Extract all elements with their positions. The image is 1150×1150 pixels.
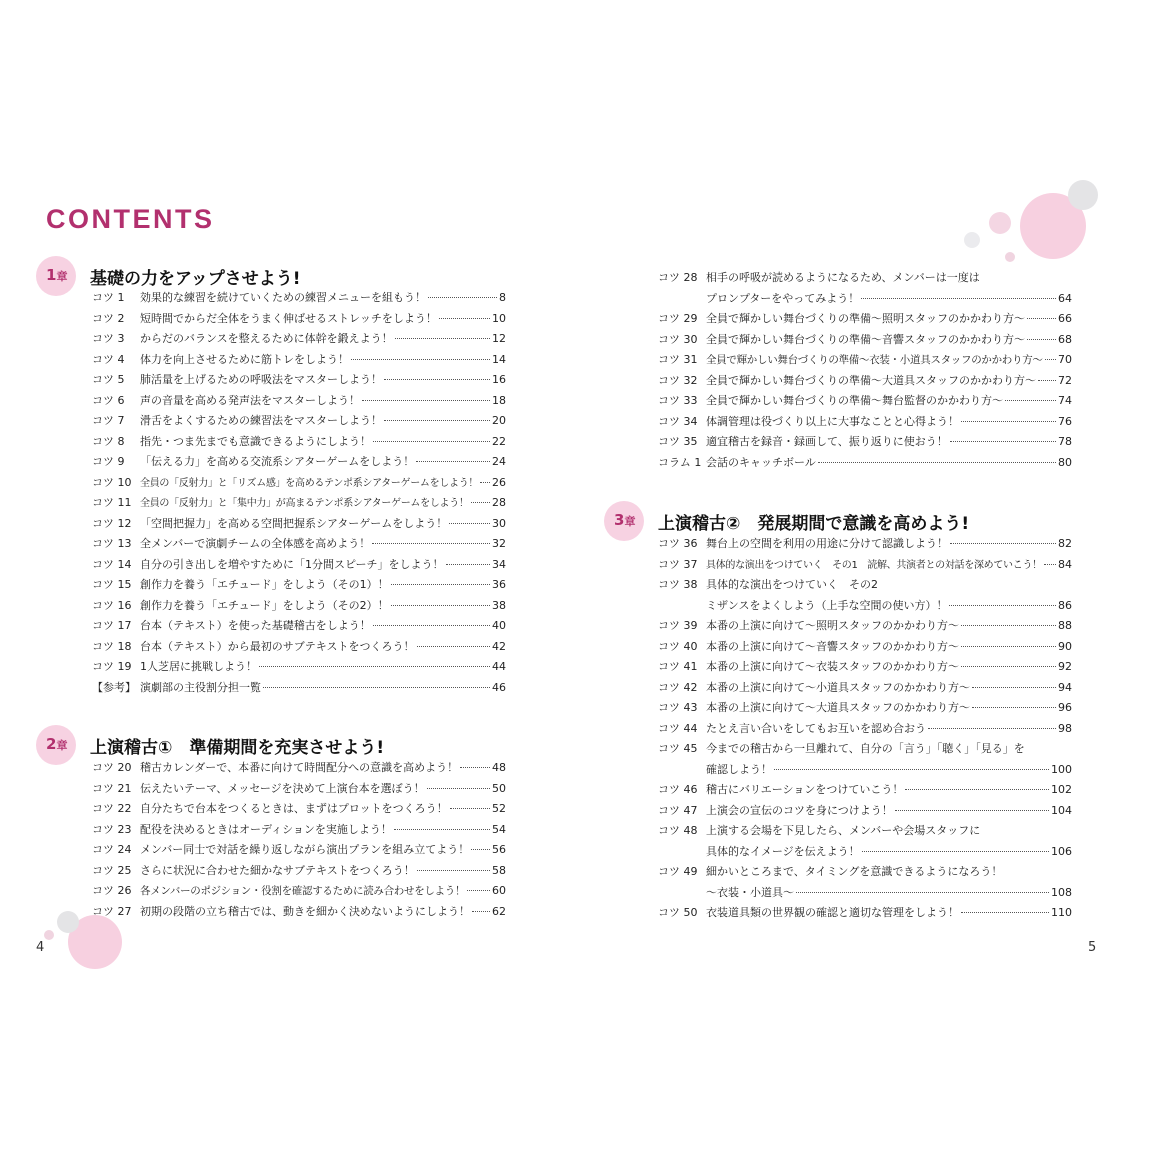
toc-entry-page: 58 (492, 863, 506, 877)
toc-entry-number: コツ 11 (92, 496, 132, 509)
toc-entry-number: コツ 26 (92, 884, 132, 897)
toc-entry-title: 稽古カレンダーで、本番に向けて時間配分への意識を高めよう！ (140, 761, 459, 774)
dot-leader (480, 482, 490, 483)
toc-entry-title: 〜衣装・小道具〜 (706, 885, 794, 899)
toc-entry-title: 配役を決めるときはオーディションを実施しよう！ (140, 822, 392, 836)
toc-entry (658, 638, 1072, 659)
toc-entry-number: コツ 37 (658, 557, 698, 571)
toc-entry-page: 50 (492, 781, 506, 795)
toc-entry (658, 597, 1072, 618)
toc-entry (92, 658, 506, 679)
toc-entry-title: 具体的なイメージを伝えよう！ (706, 844, 860, 858)
decorative-circle (964, 232, 980, 248)
toc-entry-number: コツ 6 (92, 393, 125, 407)
toc-entry (92, 392, 506, 413)
toc-entry (92, 597, 506, 618)
dot-leader (895, 810, 1049, 811)
toc-entry-page: 64 (1058, 291, 1072, 305)
toc-entry (658, 843, 1072, 864)
dot-leader (394, 829, 490, 830)
toc-entry (658, 904, 1072, 925)
toc-entry-number: コツ 40 (658, 639, 698, 653)
toc-entry-title: 伝えたいテーマ、メッセージを決めて上演台本を選ぼう！ (140, 781, 425, 795)
toc-entry-number: コツ 31 (658, 353, 698, 366)
toc-entry-page: 108 (1051, 885, 1072, 899)
toc-entry-number: コツ 35 (658, 435, 698, 448)
dot-leader (861, 298, 1056, 299)
toc-entry-page: 8 (499, 291, 506, 304)
toc-entry-page: 106 (1051, 844, 1072, 858)
toc-entry-number: コツ 30 (658, 332, 698, 346)
toc-entry-number: コツ 13 (92, 537, 132, 550)
toc-entry-page: 70 (1058, 353, 1072, 366)
toc-entry-number: コツ 22 (92, 802, 132, 815)
toc-entry-page: 14 (492, 352, 506, 366)
toc-entry-number: 【参考】 (92, 680, 136, 694)
toc-entry-page: 46 (492, 680, 506, 694)
toc-entry-page: 52 (492, 802, 506, 815)
toc-entry (92, 433, 506, 454)
dot-leader (774, 769, 1049, 770)
dot-leader (471, 502, 490, 503)
dot-leader (471, 849, 490, 850)
toc-entry-page: 104 (1051, 803, 1072, 817)
dot-leader (961, 646, 1056, 647)
toc-entry (92, 576, 506, 597)
toc-entry (92, 535, 506, 556)
toc-entry-number: コツ 29 (658, 312, 698, 325)
toc-entry-page: 66 (1058, 312, 1072, 325)
toc-entry (658, 413, 1072, 434)
dot-leader (862, 851, 1049, 852)
dot-leader (373, 441, 490, 442)
toc-entry (658, 535, 1072, 556)
toc-entry (658, 699, 1072, 720)
toc-entry-title: プロンプターをやってみよう！ (706, 291, 860, 305)
dot-leader (818, 462, 1056, 463)
toc-entry (92, 556, 506, 577)
page-number-right: 5 (1088, 940, 1097, 955)
chapter-2-toc-continued (658, 269, 1072, 474)
toc-entry-page: 110 (1051, 906, 1072, 919)
toc-entry-number: コツ 46 (658, 783, 698, 796)
toc-entry-title: 各メンバーのポジション・役割を確認するために読み合わせをしよう！ (140, 885, 466, 897)
toc-entry-number: コツ 42 (658, 680, 698, 694)
toc-entry-number: コツ 7 (92, 414, 125, 427)
toc-entry-number: コツ 28 (658, 271, 698, 284)
dot-leader (450, 808, 490, 809)
toc-entry-number: コツ 23 (92, 822, 132, 836)
toc-entry-number: コツ 21 (92, 781, 132, 795)
toc-entry-number: コツ 43 (658, 701, 698, 714)
toc-entry (658, 576, 1072, 597)
dot-leader (384, 379, 490, 380)
contents-heading: CONTENTS (46, 204, 215, 234)
toc-entry-title: からだのバランスを整えるために体幹を鍛えよう！ (140, 332, 393, 345)
chapter-title: 上演稽古② 発展期間で意識を高めよう! (658, 514, 970, 534)
toc-entry-page: 20 (492, 414, 506, 427)
toc-entry-number: コツ 20 (92, 761, 132, 774)
toc-entry-title: 全員で輝かしい舞台づくりの準備〜音響スタッフのかかわり方〜 (706, 332, 1025, 346)
dot-leader (391, 605, 490, 606)
toc-entry-title: 全員の「反射力」と「集中力」が高まるテンポ系シアターゲームをしよう！ (140, 498, 469, 509)
decorative-circle (57, 911, 79, 933)
toc-entry-number: コツ 4 (92, 352, 125, 366)
toc-entry-page: 76 (1058, 414, 1072, 428)
toc-entry-page: 18 (492, 393, 506, 407)
toc-entry-number: コラム 1 (658, 455, 702, 469)
toc-entry (658, 433, 1072, 454)
toc-entry (92, 800, 506, 821)
toc-entry (658, 740, 1072, 761)
dot-leader (1005, 400, 1056, 401)
toc-entry-title: 全員の「反射力」と「リズム感」を高めるテンポ系シアターゲームをしよう！ (140, 477, 479, 489)
toc-entry-title: 自分の引き出しを増やすために「1分間スピーチ」をしよう！ (140, 557, 444, 571)
dot-leader (961, 666, 1056, 667)
dot-leader (928, 728, 1056, 729)
toc-entry-title: 全員で輝かしい舞台づくりの準備〜大道具スタッフのかかわり方〜 (706, 373, 1036, 387)
toc-entry (92, 841, 506, 862)
toc-entry-title: 今までの稽古から一旦離れて、自分の「言う」「聴く」「見る」を (706, 742, 1025, 755)
toc-entry-title: 体力を向上させるために筋トレをしよう！ (140, 352, 349, 366)
dot-leader (259, 666, 490, 667)
dot-leader (460, 767, 490, 768)
toc-entry (92, 759, 506, 780)
toc-entry-title: 全員で輝かしい舞台づくりの準備〜衣装・小道具スタッフのかかわり方〜 (706, 354, 1043, 366)
toc-entry (92, 638, 506, 659)
toc-entry (658, 617, 1072, 638)
toc-entry-number: コツ 9 (92, 455, 125, 468)
toc-entry-title: さらに状況に合わせた細かなサブテキストをつくろう！ (140, 863, 415, 877)
toc-entry (92, 617, 506, 638)
toc-entry-page: 80 (1058, 455, 1072, 469)
toc-entry-title: 1人芝居に挑戦しよう！ (140, 660, 257, 673)
toc-entry-page: 30 (492, 516, 506, 530)
toc-entry-page: 92 (1058, 660, 1072, 673)
toc-entry-page: 74 (1058, 394, 1072, 407)
toc-entry-page: 42 (492, 639, 506, 653)
toc-entry-title: 「空間把握力」を高める空間把握系シアターゲームをしよう！ (140, 516, 448, 530)
toc-entry-title: 全メンバーで演劇チームの全体感を高めよう！ (140, 537, 371, 550)
toc-entry-page: 68 (1058, 332, 1072, 346)
toc-entry-title: たとえ言い合いをしてもお互いを認め合おう (706, 721, 926, 735)
toc-entry (92, 882, 506, 903)
toc-entry (92, 862, 506, 883)
dot-leader (972, 687, 1056, 688)
toc-entry (658, 454, 1072, 475)
chapter-title: 上演稽古① 準備期間を充実させよう! (90, 738, 385, 758)
chapter-2-toc (92, 759, 506, 923)
toc-entry (658, 884, 1072, 905)
dot-leader (417, 646, 490, 647)
dot-leader (372, 543, 490, 544)
toc-entry (92, 780, 506, 801)
dot-leader (449, 523, 490, 524)
toc-entry-page: 60 (492, 884, 506, 897)
decorative-circle (44, 930, 54, 940)
toc-entry-number: コツ 3 (92, 332, 125, 345)
page-number-left: 4 (36, 940, 45, 955)
dot-leader (961, 625, 1056, 626)
toc-entry-number: コツ 8 (92, 434, 125, 448)
dot-leader (1045, 359, 1056, 360)
toc-entry-title: 効果的な練習を続けていくための練習メニューを組もう！ (140, 291, 426, 304)
toc-entry-title: 創作力を養う「エチュード」をしよう（その1）！ (140, 578, 389, 591)
toc-entry-title: 衣装道具類の世界観の確認と適切な管理をしよう！ (706, 906, 959, 919)
toc-entry-title: 全員で輝かしい舞台づくりの準備〜照明スタッフのかかわり方〜 (706, 312, 1025, 325)
dot-leader (950, 543, 1056, 544)
toc-entry (92, 474, 506, 495)
toc-entry-page: 88 (1058, 619, 1072, 632)
toc-entry-title: 具体的な演出をつけていく その1 読解、共演者との対話を深めていこう！ (706, 559, 1042, 571)
toc-entry-title: 適宜稽古を録音・録画して、振り返りに使おう！ (706, 435, 948, 448)
chapter-number: 1章 (46, 266, 68, 284)
toc-entry-number: コツ 45 (658, 742, 698, 755)
toc-entry (658, 556, 1072, 577)
toc-entry-number: コツ 38 (658, 578, 698, 591)
toc-entry-number: コツ 24 (92, 843, 132, 856)
toc-entry-page: 26 (492, 475, 506, 489)
toc-entry-number: コツ 25 (92, 863, 132, 877)
toc-entry-title: 創作力を養う「エチュード」をしよう（その2）！ (140, 598, 389, 612)
toc-entry (92, 351, 506, 372)
dot-leader (391, 584, 490, 585)
toc-entry-title: 自分たちで台本をつくるときは、まずはプロットをつくろう！ (140, 802, 448, 815)
toc-entry (658, 802, 1072, 823)
dot-leader (961, 421, 1056, 422)
toc-entry-title: 舞台上の空間を利用の用途に分けて認識しよう！ (706, 537, 948, 550)
toc-entry-title: 細かいところまで、タイミングを意識できるようになろう！ (706, 865, 1003, 878)
toc-entry-title: 本番の上演に向けて〜照明スタッフのかかわり方〜 (706, 619, 959, 632)
dot-leader (439, 318, 490, 319)
chapter-number: 3章 (614, 511, 636, 529)
toc-entry-page: 48 (492, 761, 506, 774)
toc-entry-page: 32 (492, 537, 506, 550)
toc-entry (92, 330, 506, 351)
toc-entry-title: 初期の段階の立ち稽古では、動きを細かく決めないようにしよう！ (140, 904, 470, 918)
toc-entry (658, 781, 1072, 802)
toc-entry-title: 台本（テキスト）を使った基礎稽古をしよう！ (140, 619, 371, 632)
toc-entry-number: コツ 15 (92, 578, 132, 591)
dot-leader (351, 359, 490, 360)
dot-leader (263, 687, 490, 688)
toc-entry (92, 679, 506, 700)
toc-entry-page: 12 (492, 332, 506, 345)
toc-entry-title: 全員で輝かしい舞台づくりの準備〜舞台監督のかかわり方〜 (706, 394, 1003, 407)
toc-entry-title: 確認しよう！ (706, 762, 772, 776)
toc-entry (92, 412, 506, 433)
toc-entry (658, 761, 1072, 782)
toc-entry-number: コツ 18 (92, 639, 132, 653)
toc-entry-title: 相手の呼吸が読めるようになるため、メンバーは一度は (706, 271, 980, 284)
toc-entry-page: 56 (492, 843, 506, 856)
toc-entry-page: 10 (492, 311, 506, 325)
toc-entry-number: コツ 1 (92, 291, 125, 304)
toc-entry-title: 本番の上演に向けて〜小道具スタッフのかかわり方〜 (706, 680, 970, 694)
toc-entry-title: 本番の上演に向けて〜大道具スタッフのかかわり方〜 (706, 701, 970, 714)
toc-entry-title: 上演会の宣伝のコツを身につけよう！ (706, 803, 893, 817)
toc-entry-title: 声の音量を高める発声法をマスターしよう！ (140, 393, 360, 407)
toc-entry-page: 82 (1058, 537, 1072, 550)
toc-entry (658, 331, 1072, 352)
toc-entry-page: 94 (1058, 680, 1072, 694)
toc-entry-number: コツ 39 (658, 619, 698, 632)
dot-leader (417, 870, 490, 871)
dot-leader (427, 788, 490, 789)
toc-entry-page: 40 (492, 619, 506, 632)
toc-entry (92, 821, 506, 842)
toc-entry-number: コツ 14 (92, 557, 132, 571)
toc-entry-page: 72 (1058, 373, 1072, 387)
toc-entry-title: ミザンスをよくしよう（上手な空間の使い方）！ (706, 598, 948, 612)
toc-entry-page: 90 (1058, 639, 1072, 653)
dot-leader (395, 338, 490, 339)
toc-entry-number: コツ 50 (658, 906, 698, 919)
decorative-circle (989, 212, 1011, 234)
chapter-3-toc (658, 535, 1072, 925)
toc-entry-number: コツ 12 (92, 516, 132, 530)
toc-entry-title: 「伝える力」を高める交流系シアターゲームをしよう！ (140, 455, 415, 468)
decorative-circle (1068, 180, 1098, 210)
toc-entry-number: コツ 16 (92, 598, 132, 612)
toc-entry-title: 具体的な演出をつけていく その2 (706, 578, 878, 591)
dot-leader (428, 297, 497, 298)
toc-entry (92, 453, 506, 474)
toc-entry-page: 28 (492, 496, 506, 509)
toc-entry-page: 38 (492, 598, 506, 612)
decorative-circle (1005, 252, 1015, 262)
toc-entry (92, 494, 506, 515)
toc-entry-number: コツ 10 (92, 475, 132, 489)
dot-leader (373, 625, 490, 626)
dot-leader (972, 707, 1056, 708)
toc-entry-number: コツ 5 (92, 373, 125, 386)
dot-leader (961, 912, 1049, 913)
toc-entry-title: 台本（テキスト）から最初のサブテキストをつくろう！ (140, 639, 415, 653)
toc-entry-page: 34 (492, 557, 506, 571)
toc-entry (92, 289, 506, 310)
toc-entry (658, 720, 1072, 741)
toc-entry-page: 44 (492, 660, 506, 673)
toc-entry-number: コツ 19 (92, 660, 132, 673)
toc-entry-title: 本番の上演に向けて〜音響スタッフのかかわり方〜 (706, 639, 959, 653)
toc-entry-title: 演劇部の主役割分担一覧 (140, 680, 261, 694)
toc-entry-title: 滑舌をよくするための練習法をマスターしよう！ (140, 414, 382, 427)
dot-leader (384, 420, 490, 421)
toc-entry-number: コツ 17 (92, 619, 132, 632)
dot-leader (1027, 318, 1056, 319)
toc-entry-title: 会話のキャッチボール (706, 455, 816, 469)
toc-entry-page: 96 (1058, 701, 1072, 714)
toc-entry (92, 310, 506, 331)
chapter-1-toc (92, 289, 506, 699)
toc-entry-page: 54 (492, 822, 506, 836)
dot-leader (1044, 564, 1056, 565)
dot-leader (467, 890, 490, 891)
toc-entry (658, 679, 1072, 700)
toc-entry (658, 392, 1072, 413)
toc-entry (658, 269, 1072, 290)
dot-leader (796, 892, 1049, 893)
toc-entry-number: コツ 32 (658, 373, 698, 387)
toc-entry-page: 62 (492, 904, 506, 918)
toc-entry (92, 903, 506, 924)
toc-entry (658, 351, 1072, 372)
toc-entry-page: 86 (1058, 598, 1072, 612)
chapter-title: 基礎の力をアップさせよう! (90, 269, 301, 289)
dot-leader (472, 911, 490, 912)
dot-leader (416, 461, 490, 462)
toc-entry-number: コツ 41 (658, 660, 698, 673)
toc-entry-number: コツ 48 (658, 824, 698, 837)
toc-entry-page: 78 (1058, 435, 1072, 448)
toc-entry-number: コツ 34 (658, 414, 698, 428)
toc-entry-page: 84 (1058, 557, 1072, 571)
toc-entry (658, 310, 1072, 331)
toc-entry-number: コツ 44 (658, 721, 698, 735)
toc-entry (92, 371, 506, 392)
toc-entry-page: 22 (492, 434, 506, 448)
toc-entry-page: 36 (492, 578, 506, 591)
toc-entry-page: 16 (492, 373, 506, 386)
toc-entry-page: 98 (1058, 721, 1072, 735)
chapter-number: 2章 (46, 735, 68, 753)
toc-entry-title: 体調管理は役づくり以上に大事なことと心得よう！ (706, 414, 959, 428)
dot-leader (905, 789, 1049, 790)
dot-leader (446, 564, 490, 565)
toc-entry (658, 822, 1072, 843)
toc-entry-title: メンバー同士で対話を繰り返しながら演出プランを組み立てよう！ (140, 843, 470, 856)
toc-entry-number: コツ 36 (658, 537, 698, 550)
toc-entry-title: 上演する会場を下見したら、メンバーや会場スタッフに (706, 824, 981, 837)
toc-entry (658, 658, 1072, 679)
toc-entry (658, 863, 1072, 884)
toc-entry-number: コツ 47 (658, 803, 698, 817)
toc-entry-number: コツ 49 (658, 865, 698, 878)
dot-leader (1027, 339, 1056, 340)
toc-entry-page: 24 (492, 455, 506, 468)
toc-entry (658, 290, 1072, 311)
toc-entry-title: 稽古にバリエーションをつけていこう！ (706, 783, 904, 796)
toc-entry (658, 372, 1072, 393)
toc-entry-number: コツ 33 (658, 394, 698, 407)
dot-leader (950, 441, 1056, 442)
toc-entry-number: コツ 27 (92, 904, 132, 918)
toc-entry-page: 102 (1051, 783, 1072, 796)
dot-leader (362, 400, 490, 401)
toc-entry-title: 短時間でからだ全体をうまく伸ばせるストレッチをしよう！ (140, 311, 437, 325)
toc-entry-title: 本番の上演に向けて〜衣装スタッフのかかわり方〜 (706, 660, 959, 673)
dot-leader (949, 605, 1056, 606)
toc-entry-number: コツ 2 (92, 311, 125, 325)
toc-entry (92, 515, 506, 536)
toc-entry-title: 指先・つま先までも意識できるようにしよう！ (140, 434, 371, 448)
toc-entry-title: 肺活量を上げるための呼吸法をマスターしよう！ (140, 373, 382, 386)
dot-leader (1038, 380, 1056, 381)
toc-entry-page: 100 (1051, 762, 1072, 776)
